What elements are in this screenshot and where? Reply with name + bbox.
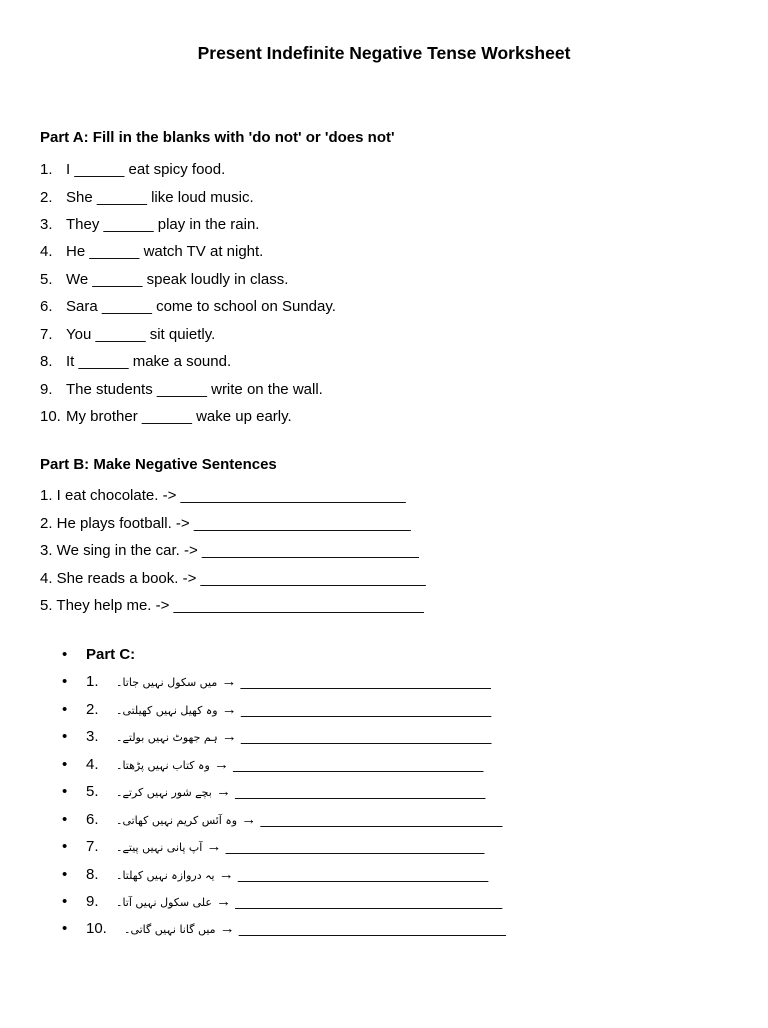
item-number: 4. <box>86 756 99 773</box>
arrow: → <box>216 893 232 910</box>
list-item <box>40 160 225 180</box>
arrow: → <box>221 728 237 745</box>
bullet: • <box>62 811 68 828</box>
item-number: 4. <box>40 243 53 260</box>
list-item <box>40 242 263 262</box>
list-item <box>40 270 288 290</box>
list-item <box>0 644 768 666</box>
item-text: It ______ make a sound. <box>66 353 232 370</box>
urdu-sentence: بچے شور نہیں کرتے۔ <box>116 786 212 799</box>
urdu-sentence: وہ کھیل نہیں کھیلتی۔ <box>116 704 218 717</box>
item-number: 7. <box>40 326 53 343</box>
answer-blank: ______________________________ <box>233 756 484 773</box>
list-item <box>0 726 768 748</box>
answer-blank: ______________________________ <box>235 783 486 800</box>
bullet: • <box>62 646 68 663</box>
urdu-sentence: علی سکول نہیں آتا۔ <box>116 896 212 909</box>
bullet: • <box>62 701 68 718</box>
item-number: 2. <box>40 189 53 206</box>
part-c-heading: Part C: <box>86 646 136 663</box>
list-item <box>40 380 323 400</box>
item-number: 9. <box>86 893 99 910</box>
item-number: 8. <box>40 353 53 370</box>
item-number: 8. <box>86 866 99 883</box>
bullet: • <box>62 728 68 745</box>
answer-blank: ______________________________ <box>241 728 492 745</box>
answer-blank: _____________________________ <box>260 811 503 828</box>
list-item: 2. He plays football. -> __________________________ <box>40 515 411 532</box>
urdu-sentence: میں سکول نہیں جاتا۔ <box>116 676 218 689</box>
urdu-sentence: آپ پانی نہیں پیتے۔ <box>116 841 203 854</box>
part-b-heading: Part B: Make Negative Sentences <box>40 456 277 473</box>
urdu-sentence: میں گانا نہیں گاتی۔ <box>124 923 216 936</box>
list-item <box>40 352 231 372</box>
bullet: • <box>62 866 68 883</box>
urdu-sentence: وہ آئس کریم نہیں کھاتی۔ <box>116 814 238 827</box>
item-text: They ______ play in the rain. <box>66 216 260 233</box>
item-text: The students ______ write on the wall. <box>66 381 323 398</box>
item-number: 6. <box>86 811 99 828</box>
item-text: I ______ eat spicy food. <box>66 161 226 178</box>
list-item <box>40 407 292 427</box>
list-item <box>0 671 768 693</box>
list-item <box>0 864 768 886</box>
item-text: My brother ______ wake up early. <box>66 408 292 425</box>
arrow: → <box>221 673 237 690</box>
bullet: • <box>62 893 68 910</box>
list-item <box>0 891 768 913</box>
arrow: → <box>221 701 237 718</box>
list-item <box>40 188 254 208</box>
item-text: Sara ______ come to school on Sunday. <box>66 298 336 315</box>
item-number: 5. <box>86 783 99 800</box>
item-text: You ______ sit quietly. <box>66 326 216 343</box>
list-item <box>0 781 768 803</box>
list-item <box>0 836 768 858</box>
urdu-sentence: ہم جھوٹ نہیں بولتے۔ <box>116 731 218 744</box>
arrow: → <box>219 920 235 937</box>
answer-blank: ________________________________ <box>235 893 503 910</box>
item-text: We ______ speak loudly in class. <box>66 271 289 288</box>
item-number: 10. <box>40 408 61 425</box>
list-item <box>40 297 336 317</box>
item-number: 1. <box>40 161 53 178</box>
list-item: 5. They help me. -> ______________________________ <box>40 597 424 614</box>
item-number: 7. <box>86 838 99 855</box>
arrow: → <box>241 811 257 828</box>
urdu-sentence: یہ دروازہ نہیں کھلتا۔ <box>116 869 215 882</box>
arrow: → <box>218 866 234 883</box>
arrow: → <box>213 756 229 773</box>
list-item <box>40 325 215 345</box>
item-number: 5. <box>40 271 53 288</box>
item-number: 3. <box>40 216 53 233</box>
bullet: • <box>62 673 68 690</box>
item-number: 6. <box>40 298 53 315</box>
list-item: 4. She reads a book. -> ___________________________ <box>40 570 426 587</box>
answer-blank: _______________________________ <box>225 838 485 855</box>
list-item <box>0 809 768 831</box>
answer-blank: ______________________________ <box>240 701 492 718</box>
item-number: 10. <box>86 920 107 937</box>
item-text: She ______ like loud music. <box>66 189 254 206</box>
bullet: • <box>62 756 68 773</box>
item-number: 3. <box>86 728 99 745</box>
list-item <box>0 754 768 776</box>
list-item: 3. We sing in the car. -> __________________________ <box>40 542 419 559</box>
arrow: → <box>206 838 222 855</box>
worksheet-title: Present Indefinite Negative Tense Worksheet <box>197 43 571 63</box>
list-item <box>40 215 259 235</box>
bullet: • <box>62 783 68 800</box>
answer-blank: ________________________________ <box>238 920 506 937</box>
answer-blank: ______________________________ <box>237 866 489 883</box>
list-item <box>0 699 768 721</box>
list-item: 1. I eat chocolate. -> ___________________________ <box>40 487 406 504</box>
item-number: 2. <box>86 701 99 718</box>
bullet: • <box>62 920 68 937</box>
answer-blank: ______________________________ <box>240 673 491 690</box>
part-a-heading: Part A: Fill in the blanks with 'do not' or 'does not' <box>40 129 395 146</box>
item-number: 1. <box>86 673 99 690</box>
arrow: → <box>215 783 231 800</box>
urdu-sentence: وہ کتاب نہیں پڑھتا۔ <box>116 759 210 772</box>
bullet: • <box>62 838 68 855</box>
item-text: He ______ watch TV at night. <box>66 243 264 260</box>
list-item <box>0 918 768 940</box>
item-number: 9. <box>40 381 53 398</box>
